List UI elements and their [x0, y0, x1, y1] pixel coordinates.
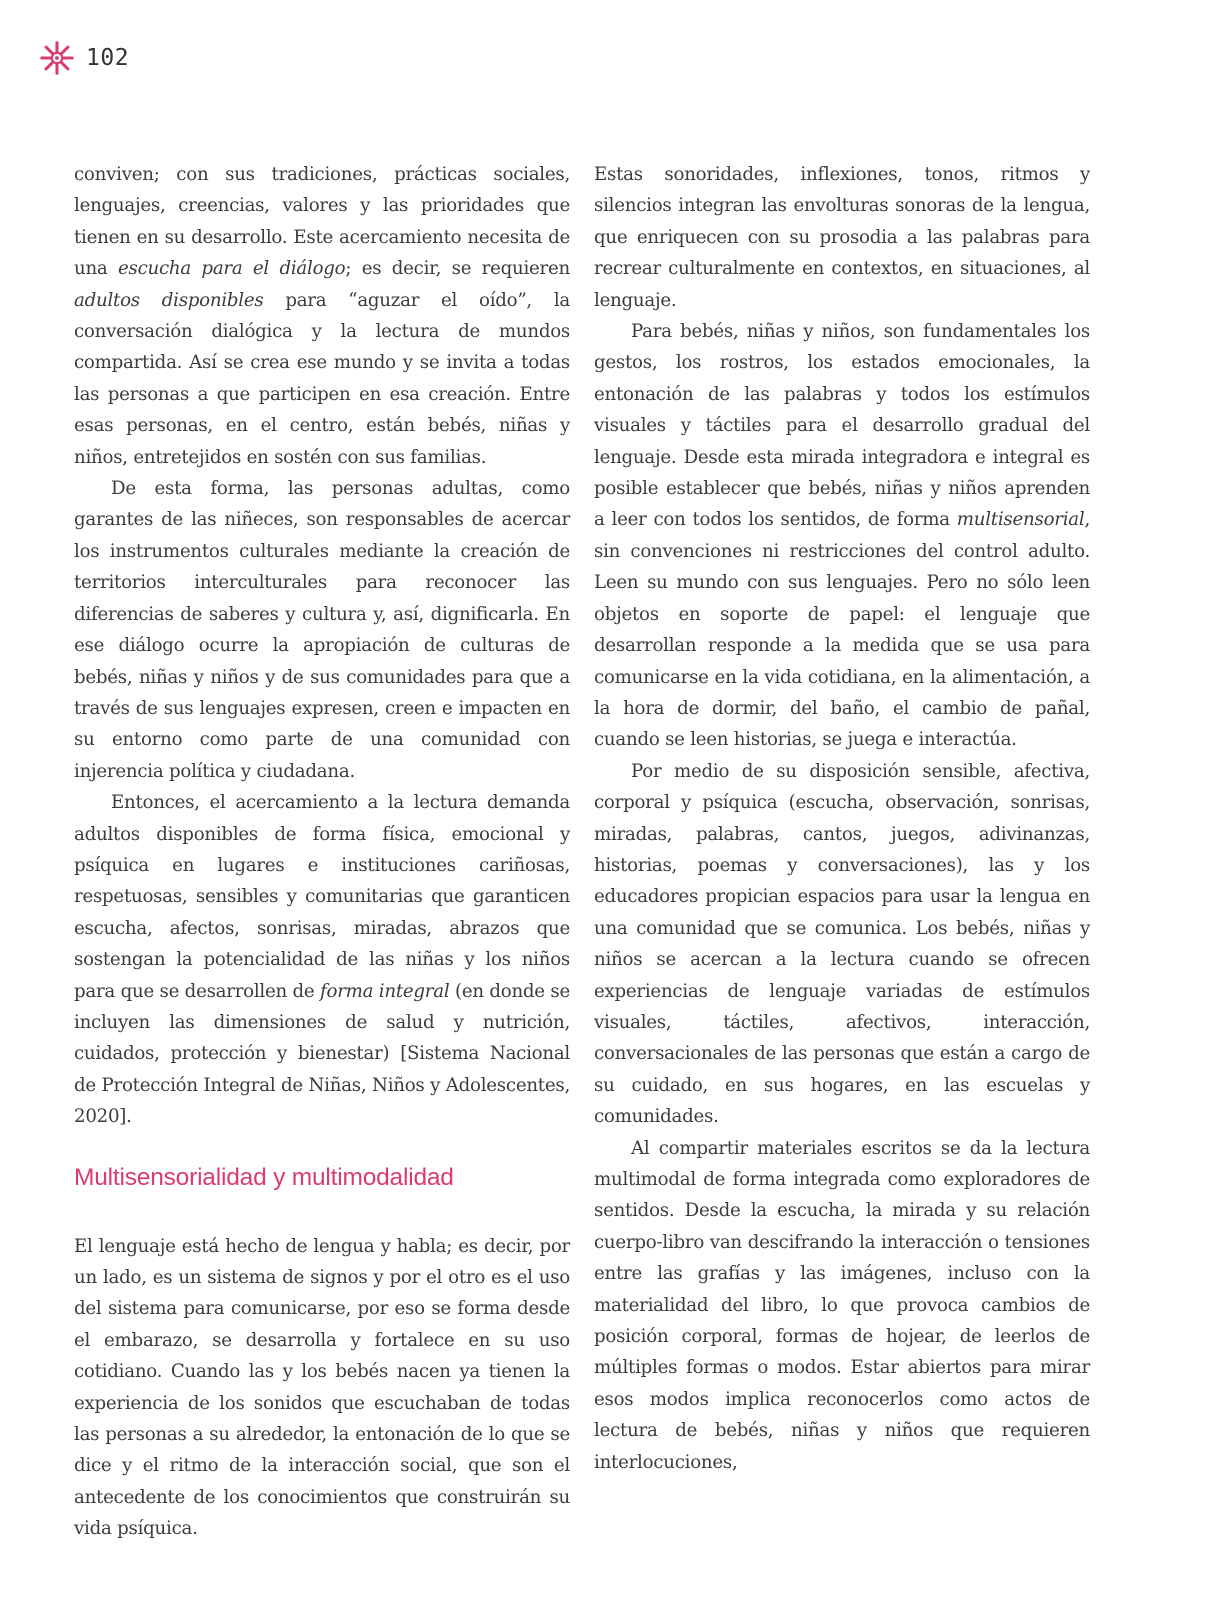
- paragraph: El lenguaje está hecho de lengua y habla; es decir, por un lado, es un sistema de signos y por el otro es el uso del sistema para comunicarse, por eso se forma desde el embarazo, se desarrolla y fortalece en su uso cotidiano. Cuando las y los bebés nacen ya tienen la experiencia de los sonidos que escuchaban de todas las personas a su alrededor, la entonación de lo que se dice y el ritmo de la interacción social, que son el antecedente de los conocimientos que construirán su vida psíquica.: [74, 1235, 570, 1540]
- section-heading: Multisensorialidad y multimodalidad: [74, 1163, 454, 1191]
- emphasis: escucha para el diálogo: [117, 258, 346, 280]
- paragraph: Para bebés, niñas y niños, son fundamentales los gestos, los rostros, los estados emocionales, la entonación de las palabras y todos los estímulos visuales y táctiles para el desarrollo gradual del lenguaje. Desde esta mirada integradora e integral es posible establecer que bebés, niñas y niños aprenden a leer con todos los sentidos, de forma multisensorial, sin convenciones ni restricciones del control adulto. Leen su mundo con sus lenguajes. Pero no sólo leen objetos en soporte de papel: el lenguaje que desarrollan responde a la medida que se usa para comunicarse en la vida cotidiana, en la alimentación, a la hora de dormir, del baño, el cambio de pañal, cuando se leen historias, se juega e interactúa.: [594, 321, 1090, 751]
- left-column: [74, 159, 570, 1545]
- paragraph: Al compartir materiales escritos se da la lectura multimodal de forma integrada como exploradores de sentidos. Desde la escucha, la mirada y su relación cuerpo-libro van descifrando la interacción o tensiones entre las grafías y las imágenes, incluso con la materialidad del libro, lo que provoca cambios de posición corporal, formas de hojear, de leerlos de múltiples formas o modos. Estar abiertos para mirar esos modos implica reconocerlos como actos de lectura de bebés, niñas y niños que requieren interlocuciones,: [594, 1137, 1090, 1473]
- asterisk-flower-icon: [38, 39, 76, 77]
- page-header: [38, 38, 129, 78]
- paragraph: Por medio de su disposición sensible, afectiva, corporal y psíquica (escucha, observación, sonrisas, miradas, palabras, cantos, juegos, adivinanzas, historias, poemas y conversaciones), las y los educadores propician espacios para usar la lengua en una comunidad que se comunica. Los bebés, niñas y niños se acercan a la lectura cuando se ofrecen experiencias de lenguaje variadas de estímulos visuales, táctiles, afectivos, interacción, conversacionales de las personas que están a cargo de su cuidado, en sus hogares, en las escuelas y comunidades.: [594, 760, 1090, 1128]
- emphasis: multisensorial: [956, 509, 1085, 531]
- emphasis: adultos disponibles: [74, 289, 264, 311]
- paragraph: conviven; con sus tradiciones, prácticas sociales, lenguajes, creencias, valores y las prioridades que tienen en su desarrollo. Este acercamiento necesita de una escucha para el diálogo; es decir, se requieren adultos disponibles para “aguzar el oído”, la conversación dialógica y la lectura de mundos compartida. Así se crea ese mundo y se invita a todas las personas a que participen en esa creación. Entre esas personas, en el centro, están bebés, niñas y niños, entretejidos en sostén con sus familias.: [74, 164, 570, 468]
- emphasis: forma integral: [320, 980, 450, 1002]
- page-number: 102: [86, 45, 130, 71]
- paragraph: Estas sonoridades, inflexiones, tonos, ritmos y silencios integran las envolturas sonoras de la lengua, que enriquecen con su prosodia a las palabras para recrear culturalmente en contextos, en situaciones, al lenguaje.: [594, 164, 1090, 311]
- right-column: [594, 159, 1090, 1478]
- paragraph: Entonces, el acercamiento a la lectura demanda adultos disponibles de forma física, emocional y psíquica en lugares e instituciones cariñosas, respetuosas, sensibles y comunitarias que garanticen escucha, afectos, sonrisas, miradas, abrazos que sostengan la potencialidad de las niñas y los niños para que se desarrollen de forma integral (en donde se incluyen las dimensiones de salud y nutrición, cuidados, protección y bienestar) [Sistema Nacional de Protección Integral de Niñas, Niños y Adolescentes, 2020].: [74, 792, 570, 1128]
- paragraph: De esta forma, las personas adultas, como garantes de las niñeces, son responsables de acercar los instrumentos culturales mediante la creación de territorios interculturales para reconocer las diferencias de saberes y cultura y, así, dignificarla. En ese diálogo ocurre la apropiación de culturas de bebés, niñas y niños y de sus comunidades para que a través de sus lenguajes expresen, creen e impacten en su entorno como parte de una comunidad con injerencia política y ciudadana.: [74, 478, 570, 782]
